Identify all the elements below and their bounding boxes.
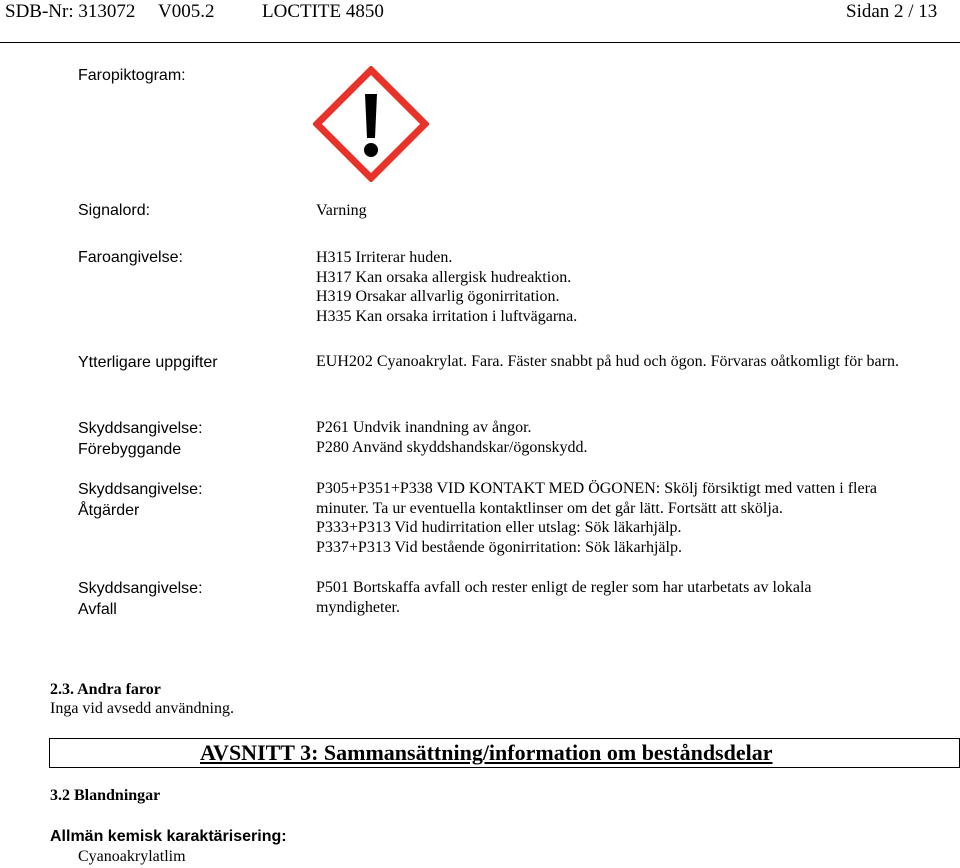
signal-word-value: Varning bbox=[316, 202, 367, 219]
signal-word-label: Signalord: bbox=[78, 202, 151, 219]
sdb-number: SDB-Nr: 313072 bbox=[5, 1, 136, 22]
precaution-disposal-label: Skyddsangivelse: Avfall bbox=[78, 580, 203, 618]
exclamation-mark-hazard-icon bbox=[313, 66, 429, 182]
hazard-line: H319 Orsakar allvarlig ögonirritation. bbox=[316, 288, 560, 305]
version: V005.2 bbox=[158, 1, 215, 22]
chemical-characterization-label: Allmän kemisk karaktärisering: bbox=[50, 828, 287, 845]
product-name: LOCTITE 4850 bbox=[262, 1, 384, 22]
precaution-response-label: Skyddsangivelse: Åtgärder bbox=[78, 481, 203, 519]
precaution-disposal-text: P501 Bortskaffa avfall och rester enligt de regler som har utarbetats av lokala myndigheter. bbox=[316, 579, 812, 616]
additional-info-label: Ytterligare uppgifter bbox=[78, 354, 218, 371]
hazard-line: H335 Kan orsaka irritation i luftvägarna. bbox=[316, 307, 578, 325]
chemical-characterization-value: Cyanoakrylatlim bbox=[78, 848, 186, 865]
additional-info-value: EUH202 Cyanoakrylat. Fara. Fäster snabbt på hud och ögon. Förvaras oåtkomligt för barn. bbox=[316, 353, 899, 370]
hazard-line: H317 Kan orsaka allergisk hudreaktion. bbox=[316, 268, 572, 286]
other-hazards-heading: 2.3. Andra faror bbox=[50, 681, 161, 698]
section3-title: AVSNITT 3: Sammansättning/information om beståndsdelar bbox=[200, 740, 773, 765]
precaution-prevention-label: Skyddsangivelse: Förebyggande bbox=[78, 420, 203, 458]
precaution-response-text: P305+P351+P338 VID KONTAKT MED ÖGONEN: Skölj försiktigt med vatten i flera minuter. Ta ur eventuella kontaktlinser om det går lätt. Fortsätt att skölja. P333+P313 Vid hudirritation eller utslag: Sök läkarhjälp. P337+P313 Vid bestående ögonirritation: Sök läkarhjälp. bbox=[316, 480, 878, 556]
hazard-statements bbox=[316, 248, 577, 326]
pictogram-label: Faropiktogram: bbox=[78, 67, 186, 84]
hazard-statements-label: Faroangivelse: bbox=[78, 249, 183, 266]
hazard-line: H315 Irriterar huden. bbox=[316, 249, 453, 266]
precaution-prevention-text: P261 Undvik inandning av ångor. P280 Använd skyddshandskar/ögonskydd. bbox=[316, 419, 588, 456]
header-rule bbox=[0, 42, 960, 43]
mixtures-heading: 3.2 Blandningar bbox=[50, 787, 161, 804]
page-number: Sidan 2 / 13 bbox=[846, 1, 938, 22]
other-hazards-text: Inga vid avsedd användning. bbox=[50, 700, 234, 717]
